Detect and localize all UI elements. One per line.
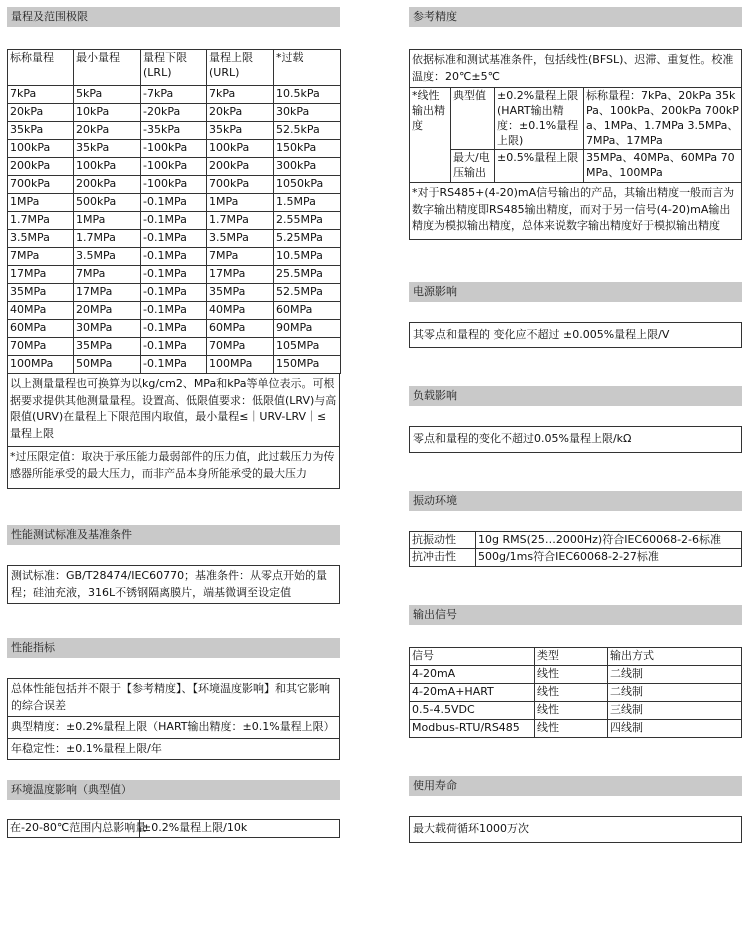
table-cell: 1.7MPa bbox=[8, 212, 74, 230]
table-row bbox=[8, 356, 341, 374]
table-row bbox=[8, 266, 341, 284]
table-row bbox=[8, 338, 341, 356]
accuracy-header: 参考精度 bbox=[409, 7, 742, 27]
table-row bbox=[8, 104, 341, 122]
accuracy-typ-label: 典型值 bbox=[451, 88, 495, 150]
table-cell: 52.5MPa bbox=[274, 284, 341, 302]
table-row bbox=[8, 158, 341, 176]
power-header: 电源影响 bbox=[409, 282, 742, 302]
load-text: 零点和量程的变化不超过0.05%量程上限/kΩ bbox=[409, 426, 742, 453]
table-cell: 105MPa bbox=[274, 338, 341, 356]
vibration-label: 抗振动性 bbox=[410, 531, 476, 549]
table-cell: -0.1MPa bbox=[141, 194, 207, 212]
accuracy-footnote: *对于RS485+(4-20)mA信号输出的产品，其输出精度一般而言为数字输出精度即RS485输出精度，而对于另一信号(4-20)mA输出精度为模拟输出精度，总体来说数字输出精度好于模拟输出精度 bbox=[409, 183, 742, 240]
accuracy-max-value: ±0.5%量程上限 bbox=[495, 150, 584, 183]
table-cell: 1.7MPa bbox=[207, 212, 274, 230]
table-cell: 三线制 bbox=[608, 702, 742, 720]
output-table bbox=[409, 647, 742, 738]
accuracy-table bbox=[409, 88, 742, 183]
perf-test-header: 性能测试标准及基准条件 bbox=[7, 525, 340, 545]
table-cell: 4-20mA+HART bbox=[410, 684, 535, 702]
table-cell: 7MPa bbox=[74, 266, 141, 284]
table-cell: 35MPa bbox=[207, 284, 274, 302]
table-cell: 线性 bbox=[535, 666, 608, 684]
table-cell: 50MPa bbox=[74, 356, 141, 374]
table-row bbox=[8, 122, 341, 140]
range-col-header: 量程下限 (LRL) bbox=[141, 50, 207, 86]
table-cell: -0.1MPa bbox=[141, 248, 207, 266]
table-cell: 1050kPa bbox=[274, 176, 341, 194]
output-header-row bbox=[410, 648, 742, 666]
table-cell: 17MPa bbox=[207, 266, 274, 284]
table-cell: 1MPa bbox=[207, 194, 274, 212]
table-cell: 20kPa bbox=[74, 122, 141, 140]
table-cell: 25.5MPa bbox=[274, 266, 341, 284]
table-cell: 100MPa bbox=[8, 356, 74, 374]
vibration-label: 抗冲击性 bbox=[410, 549, 476, 567]
table-row bbox=[410, 702, 742, 720]
accuracy-max-label: 最大/电压输出 bbox=[451, 150, 495, 183]
table-cell: 150MPa bbox=[274, 356, 341, 374]
table-cell: 线性 bbox=[535, 684, 608, 702]
table-cell: 70MPa bbox=[207, 338, 274, 356]
life-text: 最大载荷循环1000万次 bbox=[409, 816, 742, 843]
table-cell: 200kPa bbox=[207, 158, 274, 176]
table-row bbox=[8, 176, 341, 194]
table-cell: 1MPa bbox=[8, 194, 74, 212]
accuracy-intro: 依据标准和测试基准条件，包括线性(BFSL)、迟滞、重复性。校准温度：20℃±5℃ bbox=[409, 49, 742, 88]
table-cell: 30kPa bbox=[274, 104, 341, 122]
table-cell: 52.5kPa bbox=[274, 122, 341, 140]
output-header: 输出信号 bbox=[409, 605, 742, 625]
table-cell: 200kPa bbox=[8, 158, 74, 176]
table-cell: 20kPa bbox=[8, 104, 74, 122]
table-cell: 35kPa bbox=[207, 122, 274, 140]
table-cell: -0.1MPa bbox=[141, 266, 207, 284]
range-note-1: 以上测量量程也可换算为以kg/cm2、MPa和kPa等单位表示。可根据要求提供其他测量量程。设置高、低限值要求：低限值(LRV)与高限值(URV)在量程上下限范围内取值，最小量程≤｜URV-LRV｜≤量程上限 bbox=[7, 374, 340, 447]
range-table-header-row bbox=[8, 50, 341, 86]
right-column bbox=[409, 0, 742, 843]
range-note-2: *过压限定值：取决于承压能力最弱部件的压力值，此过载压力为传感器所能承受的最大压力，而非产品本身所能承受的最大压力 bbox=[7, 447, 340, 489]
table-row bbox=[410, 666, 742, 684]
table-cell: 二线制 bbox=[608, 684, 742, 702]
table-cell: 17MPa bbox=[8, 266, 74, 284]
table-cell: 1.5MPa bbox=[274, 194, 341, 212]
table-cell: 3.5MPa bbox=[74, 248, 141, 266]
table-row bbox=[8, 140, 341, 158]
vibration-value: 10g RMS(25…2000Hz)符合IEC60068-2-6标准 bbox=[476, 531, 742, 549]
table-cell: 35MPa bbox=[74, 338, 141, 356]
table-cell: 10.5MPa bbox=[274, 248, 341, 266]
table-cell: 35MPa bbox=[8, 284, 74, 302]
table-cell: 35kPa bbox=[8, 122, 74, 140]
vibration-header: 振动环境 bbox=[409, 491, 742, 511]
temp-value: ±0.2%量程上限/10k bbox=[140, 820, 340, 838]
table-cell: 500kPa bbox=[74, 194, 141, 212]
table-cell: 7MPa bbox=[8, 248, 74, 266]
vibration-table bbox=[409, 531, 742, 568]
table-cell: 17MPa bbox=[74, 284, 141, 302]
table-cell: -0.1MPa bbox=[141, 338, 207, 356]
table-cell: 100kPa bbox=[207, 140, 274, 158]
table-cell: 10kPa bbox=[74, 104, 141, 122]
table-cell: 70MPa bbox=[8, 338, 74, 356]
table-cell: 7MPa bbox=[207, 248, 274, 266]
table-cell: 5.25MPa bbox=[274, 230, 341, 248]
table-row bbox=[410, 684, 742, 702]
table-row bbox=[410, 720, 742, 738]
output-col-header: 类型 bbox=[535, 648, 608, 666]
perf-index-line: 总体性能包括并不限于【参考精度】、【环境温度影响】和其它影响的综合误差 bbox=[7, 678, 340, 717]
table-cell: 60MPa bbox=[207, 320, 274, 338]
table-cell: 线性 bbox=[535, 702, 608, 720]
table-cell: 40MPa bbox=[8, 302, 74, 320]
vibration-value: 500g/1ms符合IEC60068-2-27标准 bbox=[476, 549, 742, 567]
life-header: 使用寿命 bbox=[409, 776, 742, 796]
table-cell: 60MPa bbox=[8, 320, 74, 338]
table-row bbox=[8, 230, 341, 248]
range-col-header: 量程上限 (URL) bbox=[207, 50, 274, 86]
table-cell: 35kPa bbox=[74, 140, 141, 158]
perf-index-line: 典型精度：±0.2%量程上限（HART输出精度：±0.1%量程上限） bbox=[7, 717, 340, 739]
table-cell: 30MPa bbox=[74, 320, 141, 338]
table-cell: -0.1MPa bbox=[141, 320, 207, 338]
table-cell: 700kPa bbox=[8, 176, 74, 194]
table-cell: 60MPa bbox=[274, 302, 341, 320]
table-cell: 二线制 bbox=[608, 666, 742, 684]
table-cell: 3.5MPa bbox=[8, 230, 74, 248]
table-cell: 1.7MPa bbox=[74, 230, 141, 248]
table-row bbox=[8, 86, 341, 104]
range-col-header: 最小量程 bbox=[74, 50, 141, 86]
table-cell: 100kPa bbox=[8, 140, 74, 158]
range-col-header: 标称量程 bbox=[8, 50, 74, 86]
table-cell: 20kPa bbox=[207, 104, 274, 122]
output-col-header: 输出方式 bbox=[608, 648, 742, 666]
table-cell: 700kPa bbox=[207, 176, 274, 194]
table-cell: 四线制 bbox=[608, 720, 742, 738]
accuracy-row-label: *线性输出精度 bbox=[410, 88, 451, 183]
table-cell: -0.1MPa bbox=[141, 230, 207, 248]
table-cell: -35kPa bbox=[141, 122, 207, 140]
table-cell: 100kPa bbox=[74, 158, 141, 176]
table-cell: -0.1MPa bbox=[141, 302, 207, 320]
power-text: 其零点和量程的 变化应不超过 ±0.005%量程上限/V bbox=[409, 322, 742, 349]
range-header: 量程及范围极限 bbox=[7, 7, 340, 27]
table-cell: 150kPa bbox=[274, 140, 341, 158]
table-cell: Modbus-RTU/RS485 bbox=[410, 720, 535, 738]
table-cell: 7kPa bbox=[8, 86, 74, 104]
table-cell: 7kPa bbox=[207, 86, 274, 104]
table-cell: 20MPa bbox=[74, 302, 141, 320]
perf-index-header: 性能指标 bbox=[7, 638, 340, 658]
table-cell: 4-20mA bbox=[410, 666, 535, 684]
table-cell: -20kPa bbox=[141, 104, 207, 122]
table-cell: 200kPa bbox=[74, 176, 141, 194]
table-cell: 90MPa bbox=[274, 320, 341, 338]
table-cell: -0.1MPa bbox=[141, 212, 207, 230]
load-header: 负载影响 bbox=[409, 386, 742, 406]
table-cell: 0.5-4.5VDC bbox=[410, 702, 535, 720]
left-column bbox=[7, 0, 340, 838]
table-cell: 线性 bbox=[535, 720, 608, 738]
accuracy-max-ranges: 35MPa、40MPa、60MPa 70MPa、100MPa bbox=[584, 150, 742, 183]
perf-index-line: 年稳定性：±0.1%量程上限/年 bbox=[7, 739, 340, 761]
table-cell: 2.55MPa bbox=[274, 212, 341, 230]
table-cell: 5kPa bbox=[74, 86, 141, 104]
temp-table bbox=[7, 819, 340, 838]
table-row bbox=[8, 302, 341, 320]
table-cell: 100MPa bbox=[207, 356, 274, 374]
table-row bbox=[8, 248, 341, 266]
table-cell: -100kPa bbox=[141, 158, 207, 176]
temp-label: 在-20-80℃范围内总影响量 bbox=[8, 820, 140, 838]
table-cell: -0.1MPa bbox=[141, 356, 207, 374]
table-cell: -0.1MPa bbox=[141, 284, 207, 302]
table-row bbox=[8, 212, 341, 230]
table-row bbox=[8, 320, 341, 338]
table-cell: 1MPa bbox=[74, 212, 141, 230]
range-table bbox=[7, 49, 341, 374]
table-cell: 300kPa bbox=[274, 158, 341, 176]
accuracy-typ-value: ±0.2%量程上限(HART输出精度：±0.1%量程上限) bbox=[495, 88, 584, 150]
table-row bbox=[8, 284, 341, 302]
range-col-header: *过载 bbox=[274, 50, 341, 86]
table-cell: -100kPa bbox=[141, 140, 207, 158]
table-cell: -7kPa bbox=[141, 86, 207, 104]
perf-test-text: 测试标准：GB/T28474/IEC60770；基准条件：从零点开始的量程；硅油充液，316L不锈钢隔离膜片，端基微调至设定值 bbox=[7, 565, 340, 604]
output-col-header: 信号 bbox=[410, 648, 535, 666]
table-cell: 40MPa bbox=[207, 302, 274, 320]
table-cell: -100kPa bbox=[141, 176, 207, 194]
table-cell: 10.5kPa bbox=[274, 86, 341, 104]
accuracy-typ-ranges: 标称量程：7kPa、20kPa 35kPa、100kPa、200kPa 700kPa、1MPa、1.7MPa 3.5MPa、7MPa、17MPa bbox=[584, 88, 742, 150]
table-cell: 3.5MPa bbox=[207, 230, 274, 248]
table-row bbox=[8, 194, 341, 212]
temp-header: 环境温度影响（典型值） bbox=[7, 780, 340, 800]
